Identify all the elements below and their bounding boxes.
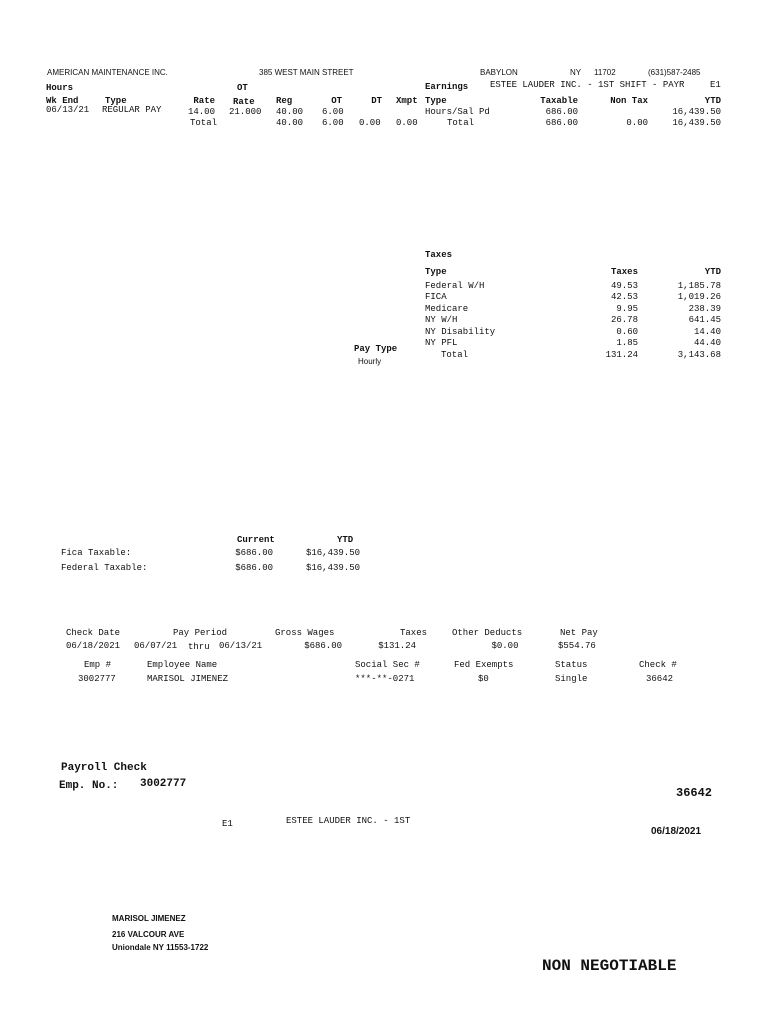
company-phone: (631)587-2485 (648, 68, 701, 77)
other-deducts-value: $0.00 (491, 641, 519, 651)
hours-total-xmpt: 0.00 (396, 118, 418, 128)
hours-row-rate: 14.00 (187, 107, 215, 117)
header-gross-wages: Gross Wages (275, 628, 335, 638)
taxes-title: Taxes (425, 250, 453, 260)
company-city: BABYLON (480, 68, 518, 77)
hours-total-dt: 0.00 (359, 118, 381, 128)
hours-header-ot2: OT (331, 96, 342, 106)
earnings-total-ytd: 16,439.50 (672, 118, 721, 128)
header-social-sec: Social Sec # (355, 660, 420, 670)
hours-header-reg: Reg (276, 96, 293, 106)
tax-row-amount: 49.53 (610, 281, 638, 291)
tax-row-type: NY PFL (425, 338, 458, 348)
tax-row-ytd: 44.40 (693, 338, 721, 348)
employee-number: 3002777 (78, 674, 116, 684)
employee-status: Single (555, 674, 588, 684)
header-emp-no: Emp # (84, 660, 112, 670)
payee-street: 216 VALCOUR AVE (112, 930, 185, 939)
hours-row-wkend: 06/13/21 (46, 105, 90, 115)
hours-row-reg: 40.00 (276, 107, 304, 117)
hours-header-rate: Rate (193, 96, 215, 106)
header-check-no: Check # (639, 660, 677, 670)
earnings-company-line: ESTEE LAUDER INC. - 1ST SHIFT - PAYR (490, 80, 685, 90)
taxes-total-amount: 131.24 (605, 350, 638, 360)
company-name: AMERICAN MAINTENANCE INC. (47, 68, 168, 77)
earnings-header-nontax: Non Tax (610, 96, 648, 106)
fica-taxable-ytd: $16,439.50 (305, 548, 360, 558)
tax-row-ytd: 1,185.78 (677, 281, 721, 291)
hours-total-label: Total (190, 118, 218, 128)
payee-name: MARISOL JIMENEZ (112, 914, 186, 923)
taxes-header-type: Type (425, 267, 447, 277)
company-street: 385 WEST MAIN STREET (259, 68, 354, 77)
check-emp-label: Emp. No.: (59, 780, 119, 792)
header-check-date: Check Date (66, 628, 121, 638)
earnings-header-type: Type (425, 96, 447, 106)
tax-row-amount: 9.95 (616, 304, 638, 314)
employee-ssn: ***-**-0271 (355, 674, 415, 684)
taxes-total-label: Total (441, 350, 469, 360)
hours-header-ot: OT (237, 83, 248, 93)
tax-row-type: FICA (425, 292, 447, 302)
fica-taxable-current: $686.00 (235, 548, 273, 558)
taxes-header-ytd: YTD (704, 267, 721, 277)
federal-taxable-label: Federal Taxable: (61, 563, 148, 573)
header-other-deducts: Other Deducts (452, 628, 523, 638)
fica-taxable-label: Fica Taxable: (61, 548, 132, 558)
tax-row-type: Medicare (425, 304, 469, 314)
earnings-total-taxable: 686.00 (545, 118, 578, 128)
header-net-pay: Net Pay (560, 628, 598, 638)
non-negotiable-stamp: NON NEGOTIABLE (542, 957, 677, 975)
company-zip: 11702 (594, 68, 616, 77)
header-status: Status (555, 660, 588, 670)
pay-type-label: Pay Type (354, 344, 398, 354)
hours-header-xmpt: Xmpt (396, 96, 418, 106)
check-date: 06/18/2021 (651, 826, 702, 837)
header-employee-name: Employee Name (147, 660, 218, 670)
hours-total-ot: 6.00 (322, 118, 344, 128)
tax-row-ytd: 1,019.26 (677, 292, 721, 302)
hours-title: Hours (46, 83, 74, 93)
hours-row-type: REGULAR PAY (102, 105, 162, 115)
hours-header-type: Type (105, 96, 127, 106)
earnings-row-type: Hours/Sal Pd (425, 107, 490, 117)
tax-row-amount: 1.85 (616, 338, 638, 348)
pay-period-end: 06/13/21 (219, 641, 263, 651)
taxable-header-current: Current (237, 535, 275, 545)
tax-row-type: NY Disability (425, 327, 496, 337)
tax-row-ytd: 641.45 (688, 315, 721, 325)
earnings-header-taxable: Taxable (540, 96, 578, 106)
employee-check-no: 36642 (646, 674, 674, 684)
header-pay-period: Pay Period (173, 628, 228, 638)
tax-row-type: NY W/H (425, 315, 458, 325)
payee-city: Uniondale NY 11553-1722 (112, 943, 209, 952)
federal-taxable-ytd: $16,439.50 (305, 563, 360, 573)
tax-row-amount: 26.78 (610, 315, 638, 325)
header-fed-exempts: Fed Exempts (454, 660, 514, 670)
header-taxes: Taxes (400, 628, 428, 638)
earnings-total-label: Total (447, 118, 475, 128)
hours-header-ot-rate: Rate (233, 97, 255, 107)
earnings-total-nontax: 0.00 (626, 118, 648, 128)
hours-total-reg: 40.00 (276, 118, 304, 128)
company-state: NY (570, 68, 582, 77)
pay-type-value: Hourly (358, 357, 382, 366)
tax-row-amount: 42.53 (610, 292, 638, 302)
tax-row-amount: 0.60 (616, 327, 638, 337)
earnings-title: Earnings (425, 82, 469, 92)
gross-wages-value: $686.00 (304, 641, 342, 651)
employee-name: MARISOL JIMENEZ (147, 674, 229, 684)
taxes-total-ytd: 3,143.68 (677, 350, 721, 360)
taxes-header-taxes: Taxes (610, 267, 638, 277)
pay-period-start: 06/07/21 (134, 641, 178, 651)
pay-period-thru: thru (188, 642, 210, 652)
check-number: 36642 (676, 786, 713, 800)
tax-row-type: Federal W/H (425, 281, 485, 291)
taxes-value: $131.24 (378, 641, 416, 651)
check-title: Payroll Check (61, 762, 147, 774)
earnings-header-ytd: YTD (704, 96, 721, 106)
tax-row-ytd: 238.39 (688, 304, 721, 314)
earnings-row-ytd: 16,439.50 (672, 107, 721, 117)
check-code: E1 (222, 819, 233, 829)
earnings-code: E1 (710, 80, 721, 90)
tax-row-ytd: 14.40 (693, 327, 721, 337)
federal-taxable-current: $686.00 (235, 563, 273, 573)
net-pay-value: $554.76 (558, 641, 596, 651)
employee-fed-exempts: $0 (478, 674, 489, 684)
taxable-header-ytd: YTD (337, 535, 354, 545)
hours-header-dt: DT (371, 96, 382, 106)
check-emp-number: 3002777 (140, 778, 187, 790)
hours-row-ot: 6.00 (322, 107, 344, 117)
hours-row-ot-rate: 21.000 (229, 107, 262, 117)
earnings-row-taxable: 686.00 (545, 107, 578, 117)
check-company-line: ESTEE LAUDER INC. - 1ST (286, 816, 411, 826)
check-date-value: 06/18/2021 (66, 641, 121, 651)
hours-header-wkend: Wk End (46, 96, 79, 106)
